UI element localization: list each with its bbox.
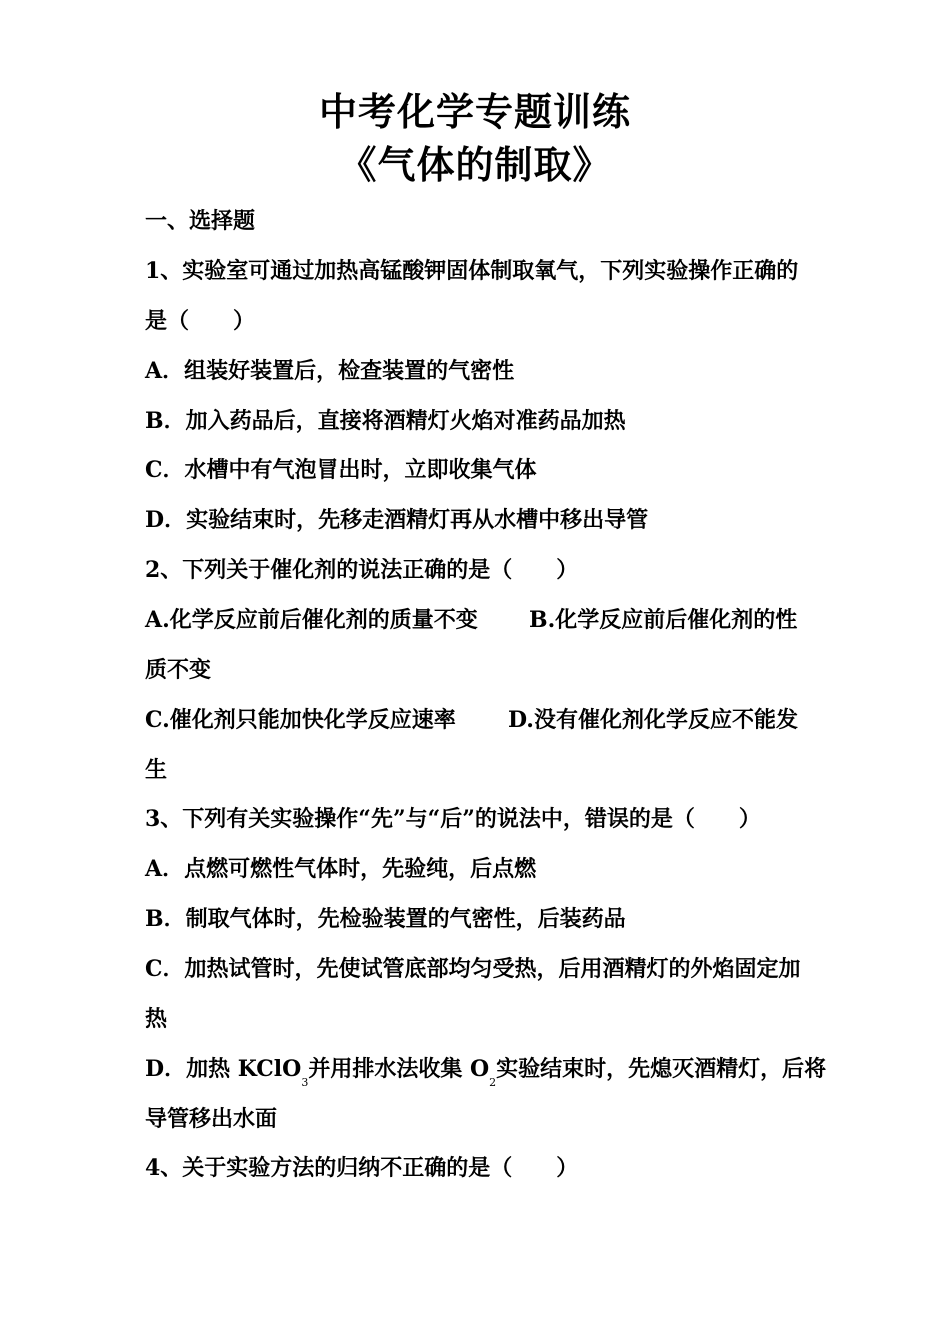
question-3-option-a: A．点燃可燃性气体时，先验纯，后点燃 [145, 856, 537, 882]
question-2-option-d-cont: 生 [145, 757, 168, 783]
question-2-option-b: B.化学反应前后催化剂的性 [529, 607, 798, 633]
question-2-option-d: D.没有催化剂化学反应不能发 [508, 707, 798, 733]
question-1-stem-cont: 是（ ） [145, 308, 256, 334]
question-3-option-c-cont: 热 [145, 1006, 168, 1032]
section-heading: 一、选择题 [145, 208, 256, 234]
question-3-option-d-part3: 实验结束时，先熄灭酒精灯，后将 [496, 1056, 827, 1082]
question-2-stem: 2、下列关于催化剂的说法正确的是（ ） [145, 557, 579, 583]
question-4-stem: 4、关于实验方法的归纳不正确的是（ ） [145, 1155, 579, 1181]
question-3-option-c: C．加热试管时，先使试管底部均匀受热，后用酒精灯的外焰固定加 [145, 956, 801, 982]
subscript-3: 3 [301, 1076, 309, 1089]
question-2-option-a: A.化学反应前后催化剂的质量不变 [145, 607, 478, 633]
question-3-option-d-part1: D．加热 KClO [145, 1056, 302, 1082]
subscript-2: 2 [489, 1076, 497, 1089]
question-1-option-b: B．加入药品后，直接将酒精灯火焰对准药品加热 [145, 408, 626, 434]
question-2-option-c: C.催化剂只能加快化学反应速率 [145, 707, 456, 733]
question-1-stem: 1、实验室可通过加热高锰酸钾固体制取氧气，下列实验操作正确的 [145, 258, 799, 284]
question-3-option-d-part2: 并用排水法收集 O [308, 1056, 490, 1082]
question-1-option-a: A．组装好装置后，检查装置的气密性 [145, 358, 515, 384]
question-1-option-d: D．实验结束时，先移走酒精灯再从水槽中移出导管 [145, 507, 649, 533]
question-1-option-c: C．水槽中有气泡冒出时，立即收集气体 [145, 457, 537, 483]
question-2-option-b-cont: 质不变 [145, 657, 212, 683]
question-3-option-b: B．制取气体时，先检验装置的气密性，后装药品 [145, 906, 626, 932]
question-3-stem: 3、下列有关实验操作“先”与“后”的说法中，错误的是（ ） [145, 806, 761, 832]
page-subtitle: 《气体的制取》 [338, 142, 612, 187]
question-3-option-d-cont: 导管移出水面 [145, 1106, 278, 1132]
page-title: 中考化学专题训练 [318, 89, 631, 134]
question-3-option-d [145, 1056, 827, 1089]
